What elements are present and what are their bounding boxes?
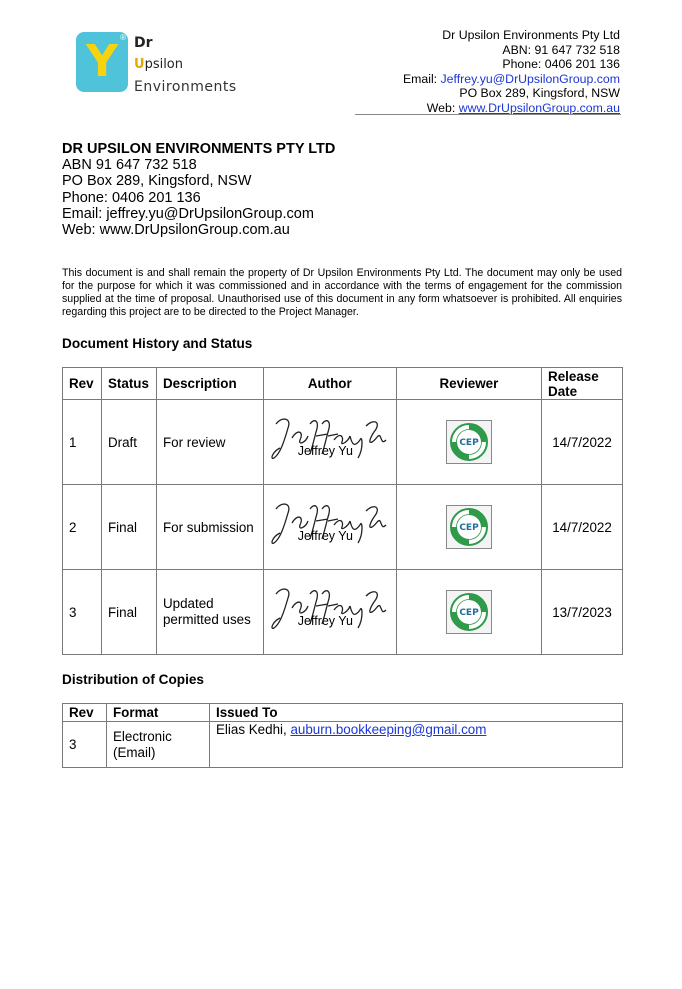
col-rev: Rev [63,704,107,722]
logo-mark-letter: Y [86,36,118,87]
svg-text:CEP: CEP [459,608,479,618]
cep-badge-icon [446,590,492,634]
author-signature [270,584,390,640]
distribution-table [62,703,623,768]
issued-to-email-link[interactable]: auburn.bookkeeping@gmail.com [290,722,487,737]
header-phone: Phone: 0406 201 136 [502,57,620,71]
header-email-line [403,72,620,87]
table-row [63,400,623,485]
logo-line-3: Environments [134,79,237,95]
status-cell: Draft [101,400,156,485]
author-cell [263,570,396,655]
release-date-cell: 14/7/2022 [542,485,623,570]
distribution-header-row [63,704,623,722]
company-abn: ABN 91 647 732 518 [62,157,197,174]
rev-cell: 3 [63,570,102,655]
signature-icon [270,499,390,555]
rev-cell: 1 [63,400,102,485]
company-name: DR UPSILON ENVIRONMENTS PTY LTD [62,141,336,157]
disclaimer-paragraph: This document is and shall remain the property of Dr Upsilon Environments Pty Ltd. The document may only be used for the purpose for which it was commissioned and in accordance with the terms of engagement for the commission supplied at the time of proposal. Unauthorised use of this document in any form whatsoever is prohibited. All enquiries regarding this project are to be directed to the Project Manager. [62,267,622,318]
distribution-heading: Distribution of Copies [62,672,204,687]
author-name: Jeffrey Yu [297,444,353,458]
header-divider [355,114,621,115]
status-cell: Final [101,570,156,655]
table-row [63,485,623,570]
table-row [63,570,623,655]
header-company: Dr Upsilon Environments Pty Ltd [442,28,620,42]
history-table [62,367,623,655]
header-contact [403,28,620,115]
rev-cell: 3 [63,722,107,768]
logo-line-2 [134,54,237,76]
company-web: Web: www.DrUpsilonGroup.com.au [62,222,290,239]
author-name: Jeffrey Yu [297,614,353,628]
release-date-cell: 14/7/2022 [542,400,623,485]
col-status: Status [101,368,156,400]
company-block [62,141,335,238]
logo-line-1: Dr [134,35,153,51]
header-email-label: Email: [402,71,441,86]
release-date-cell: 13/7/2023 [542,570,623,655]
col-release-date: Release Date [542,368,623,400]
table-row [63,722,623,768]
col-description: Description [156,368,263,400]
logo-line-2-rest: psilon [144,57,184,72]
cep-badge-icon [446,420,492,464]
company-phone: Phone: 0406 201 136 [62,189,201,206]
svg-text:CEP: CEP [459,523,479,533]
header-web-label: Web: [426,100,459,115]
company-email: Email: jeffrey.yu@DrUpsilonGroup.com [62,205,314,222]
history-header-row [63,368,623,400]
description-cell: For review [156,400,263,485]
author-name: Jeffrey Yu [297,529,353,543]
logo-mark [76,32,128,92]
col-format: Format [107,704,210,722]
logo-line-2-initial: U [134,57,145,72]
author-signature [270,499,390,555]
col-author: Author [263,368,396,400]
description-cell: Updated permitted uses [156,570,263,655]
header-email-link[interactable]: Jeffrey.yu@DrUpsilonGroup.com [440,71,620,86]
description-cell: For submission [156,485,263,570]
reviewer-cell [396,570,541,655]
rev-cell: 2 [63,485,102,570]
history-heading: Document History and Status [62,336,253,351]
format-cell: Electronic (Email) [107,722,210,768]
author-cell [263,485,396,570]
company-logo [76,32,246,94]
issued-to-name: Elias Kedhi, [216,722,291,737]
header-web-line [403,101,620,116]
header-po-box: PO Box 289, Kingsford, NSW [459,86,620,100]
svg-text:CEP: CEP [459,438,479,448]
signature-icon [270,414,390,470]
cep-badge-icon [446,505,492,549]
company-po-box: PO Box 289, Kingsford, NSW [62,173,252,190]
header-web-link[interactable]: www.DrUpsilonGroup.com.au [458,100,620,115]
logo-registered-mark: ® [120,33,126,42]
header-abn: ABN: 91 647 732 518 [502,42,620,57]
col-issued-to: Issued To [210,704,623,722]
author-cell [263,400,396,485]
issued-to-cell [210,722,623,768]
col-rev: Rev [63,368,102,400]
logo-text [134,32,237,98]
signature-icon [270,584,390,640]
reviewer-cell [396,400,541,485]
status-cell: Final [101,485,156,570]
col-reviewer: Reviewer [396,368,541,400]
author-signature [270,414,390,470]
reviewer-cell [396,485,541,570]
